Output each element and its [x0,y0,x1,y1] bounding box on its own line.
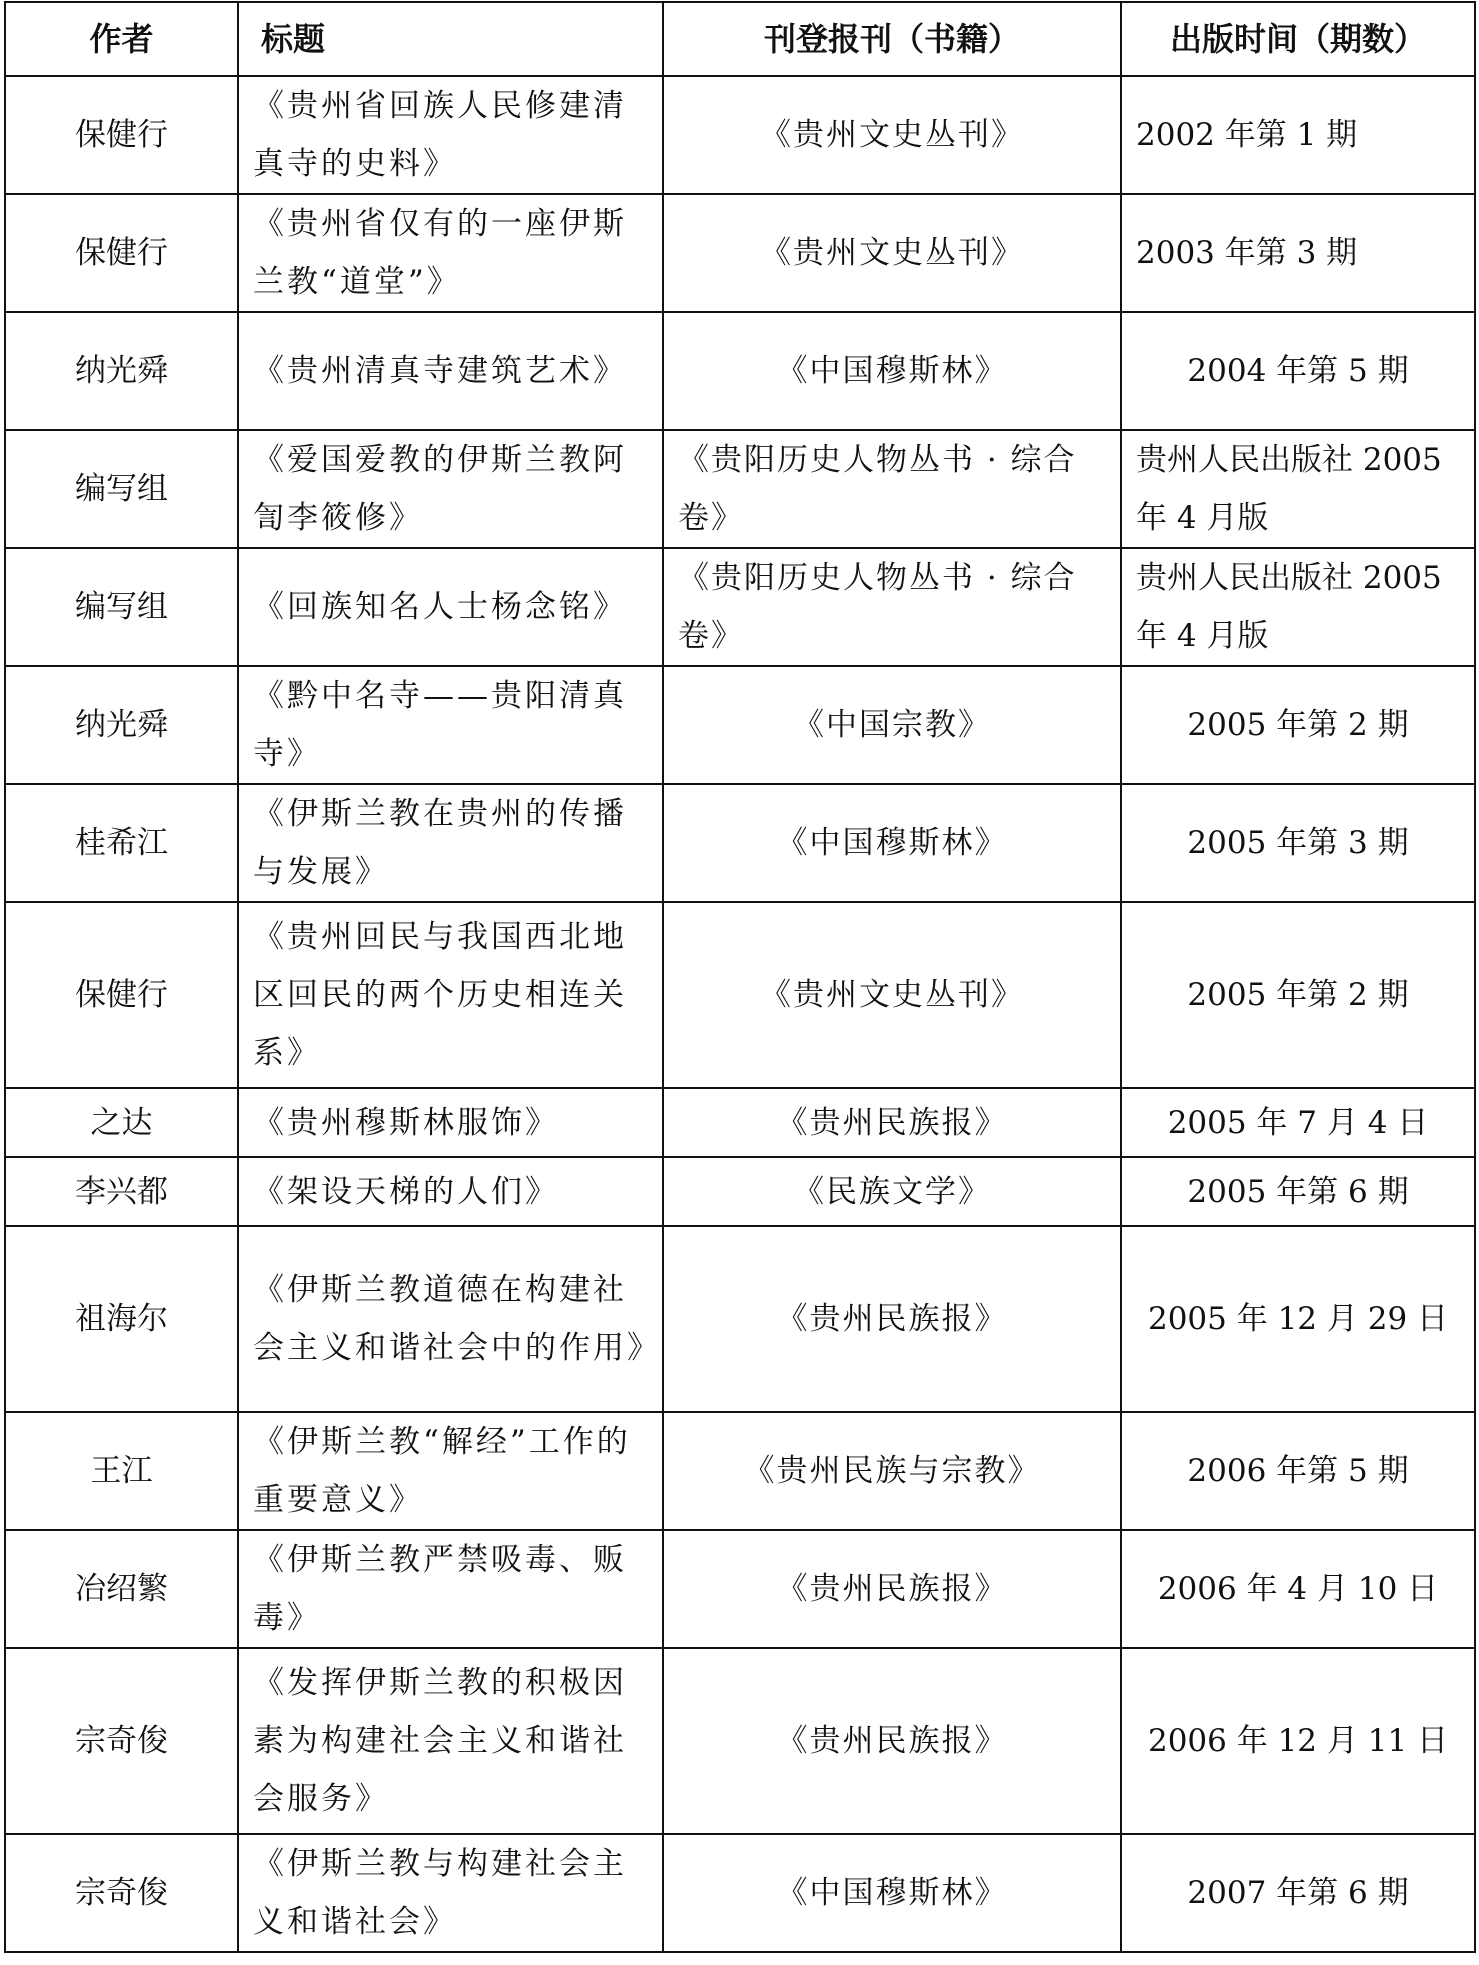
header-title: 标题 [238,2,663,76]
publication-cell: 《贵州民族报》 [663,1648,1121,1834]
author-cell: 冶绍繁 [5,1530,238,1648]
publication-cell: 《贵州文史丛刊》 [663,902,1121,1088]
date-cell: 2006 年 4 月 10 日 [1121,1530,1475,1648]
author-cell: 编写组 [5,548,238,666]
publication-cell: 《贵州文史丛刊》 [663,194,1121,312]
date-cell: 2004 年第 5 期 [1121,312,1475,430]
table-row [5,194,1475,312]
author-cell: 保健行 [5,76,238,194]
table-row [5,312,1475,430]
table-row [5,666,1475,784]
date-cell: 2007 年第 6 期 [1121,1834,1475,1952]
publication-cell: 《贵州民族报》 [663,1530,1121,1648]
date-cell: 2006 年 12 月 11 日 [1121,1648,1475,1834]
table-row [5,1157,1475,1226]
author-cell: 宗奇俊 [5,1834,238,1952]
date-cell: 2002 年第 1 期 [1121,76,1475,194]
table-row [5,548,1475,666]
title-cell: 《爱国爱教的伊斯兰教阿訇李筱修》 [238,430,663,548]
table-row [5,76,1475,194]
publication-cell: 《贵州民族报》 [663,1088,1121,1157]
publication-cell: 《贵州文史丛刊》 [663,76,1121,194]
table-row [5,1834,1475,1952]
date-cell: 贵州人民出版社 2005 年 4 月版 [1121,548,1475,666]
table-row [5,902,1475,1088]
header-publication: 刊登报刊（书籍） [663,2,1121,76]
author-cell: 之达 [5,1088,238,1157]
title-cell: 《发挥伊斯兰教的积极因素为构建社会主义和谐社会服务》 [238,1648,663,1834]
table-row [5,1412,1475,1530]
date-cell: 2003 年第 3 期 [1121,194,1475,312]
author-cell: 保健行 [5,194,238,312]
title-cell: 《贵州回民与我国西北地区回民的两个历史相连关系》 [238,902,663,1088]
publication-cell: 《贵州民族报》 [663,1226,1121,1412]
publication-cell: 《中国穆斯林》 [663,784,1121,902]
title-cell: 《贵州省回族人民修建清真寺的史料》 [238,76,663,194]
table-row [5,430,1475,548]
header-author: 作者 [5,2,238,76]
date-cell: 2005 年 7 月 4 日 [1121,1088,1475,1157]
date-cell: 2005 年第 2 期 [1121,902,1475,1088]
publication-table [4,1,1476,1953]
title-cell: 《黔中名寺——贵阳清真寺》 [238,666,663,784]
author-cell: 纳光舜 [5,666,238,784]
date-cell: 2005 年第 2 期 [1121,666,1475,784]
publication-cell: 《中国穆斯林》 [663,1834,1121,1952]
author-cell: 编写组 [5,430,238,548]
publication-cell: 《贵阳历史人物丛书 · 综合卷》 [663,430,1121,548]
author-cell: 桂希江 [5,784,238,902]
date-cell: 2005 年 12 月 29 日 [1121,1226,1475,1412]
table-row [5,1088,1475,1157]
title-cell: 《贵州省仅有的一座伊斯兰教“道堂”》 [238,194,663,312]
date-cell: 贵州人民出版社 2005 年 4 月版 [1121,430,1475,548]
publication-cell: 《民族文学》 [663,1157,1121,1226]
title-cell: 《伊斯兰教与构建社会主义和谐社会》 [238,1834,663,1952]
header-date: 出版时间（期数） [1121,2,1475,76]
author-cell: 祖海尔 [5,1226,238,1412]
title-cell: 《贵州穆斯林服饰》 [238,1088,663,1157]
title-cell: 《贵州清真寺建筑艺术》 [238,312,663,430]
date-cell: 2005 年第 6 期 [1121,1157,1475,1226]
header-row [5,2,1475,76]
title-cell: 《伊斯兰教“解经”工作的重要意义》 [238,1412,663,1530]
title-cell: 《伊斯兰教严禁吸毒、贩毒》 [238,1530,663,1648]
publication-cell: 《中国宗教》 [663,666,1121,784]
date-cell: 2006 年第 5 期 [1121,1412,1475,1530]
title-cell: 《架设天梯的人们》 [238,1157,663,1226]
author-cell: 王江 [5,1412,238,1530]
publication-cell: 《中国穆斯林》 [663,312,1121,430]
date-cell: 2005 年第 3 期 [1121,784,1475,902]
author-cell: 李兴都 [5,1157,238,1226]
title-cell: 《伊斯兰教道德在构建社会主义和谐社会中的作用》 [238,1226,663,1412]
author-cell: 纳光舜 [5,312,238,430]
table-row [5,1648,1475,1834]
author-cell: 保健行 [5,902,238,1088]
table-row [5,784,1475,902]
author-cell: 宗奇俊 [5,1648,238,1834]
table-row [5,1530,1475,1648]
publication-cell: 《贵州民族与宗教》 [663,1412,1121,1530]
title-cell: 《伊斯兰教在贵州的传播与发展》 [238,784,663,902]
title-cell: 《回族知名人士杨念铭》 [238,548,663,666]
publication-cell: 《贵阳历史人物丛书 · 综合卷》 [663,548,1121,666]
table-row [5,1226,1475,1412]
